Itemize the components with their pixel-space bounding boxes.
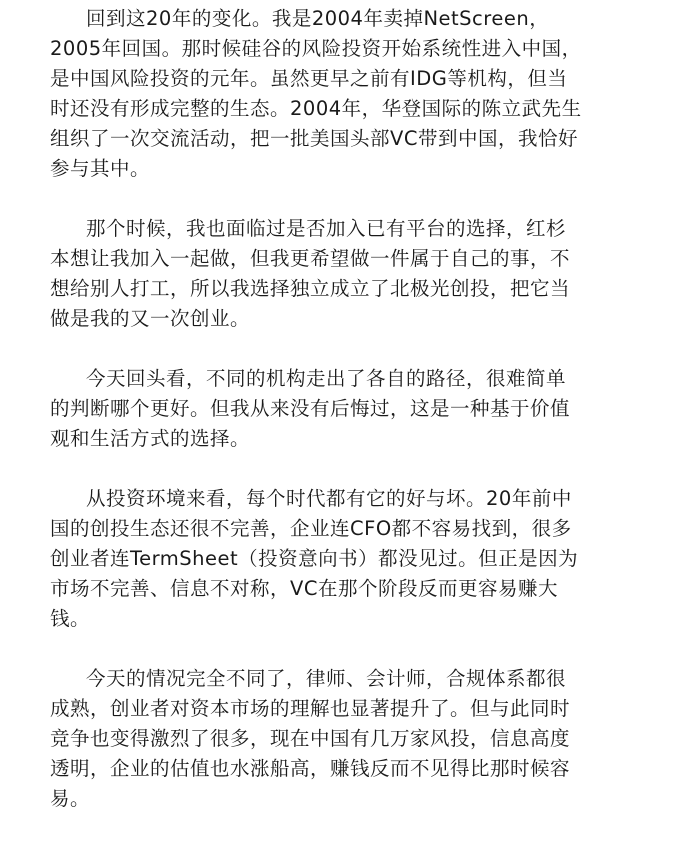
paragraph-2 [50,214,635,334]
text-line: 回到这20年的变化。我是2004年卖掉NetScreen， [86,7,550,30]
text-line: 本想让我加入一起做，但我更希望做一件属于自己的事，不 [50,247,571,270]
text-line: 组织了一次交流活动，把一批美国头部VC带到中国，我恰好 [50,127,578,150]
text-line: 钱。 [50,607,91,630]
text-line: 参与其中。 [50,157,151,180]
text-line: 创业者连TermSheet（投资意向书）都没见过。但正是因为 [50,547,579,570]
text-line: 2005年回国。那时候硅谷的风险投资开始系统性进入中国， [50,37,582,60]
text-line: 的判断哪个更好。但我从来没有后悔过，这是一种基于价值 [50,397,571,420]
text-line: 从投资环境来看，每个时代都有它的好与坏。20年前中 [86,487,572,510]
paragraph-1 [50,4,635,184]
text-line: 是中国风险投资的元年。虽然更早之前有IDG等机构，但当 [50,67,568,90]
text-line: 时还没有形成完整的生态。2004年，华登国际的陈立武先生 [50,97,582,120]
text-line: 今天回头看，不同的机构走出了各自的路径，很难简单 [86,367,567,390]
text-line: 国的创投生态还很不完善，企业连CFO都不容易找到，很多 [50,517,572,540]
text-line: 成熟，创业者对资本市场的理解也显著提升了。但与此同时 [50,697,571,720]
paragraph-5 [50,664,635,814]
text-line: 市场不完善、信息不对称，VC在那个阶段反而更容易赚大 [50,577,558,600]
paragraph-3 [50,364,635,454]
text-line: 做是我的又一次创业。 [50,307,251,330]
text-line: 那个时候，我也面临过是否加入已有平台的选择，红杉 [86,217,567,240]
text-line: 竞争也变得激烈了很多，现在中国有几万家风投，信息高度 [50,727,571,750]
text-line: 今天的情况完全不同了，律师、会计师，合规体系都很 [86,667,567,690]
paragraph-4 [50,484,635,634]
text-line: 观和生活方式的选择。 [50,427,251,450]
text-line: 想给别人打工，所以我选择独立成立了北极光创投，把它当 [50,277,571,300]
text-line: 透明，企业的估值也水涨船高，赚钱反而不见得比那时候容 [50,757,571,780]
article-body [50,4,635,844]
text-line: 易。 [50,787,91,810]
